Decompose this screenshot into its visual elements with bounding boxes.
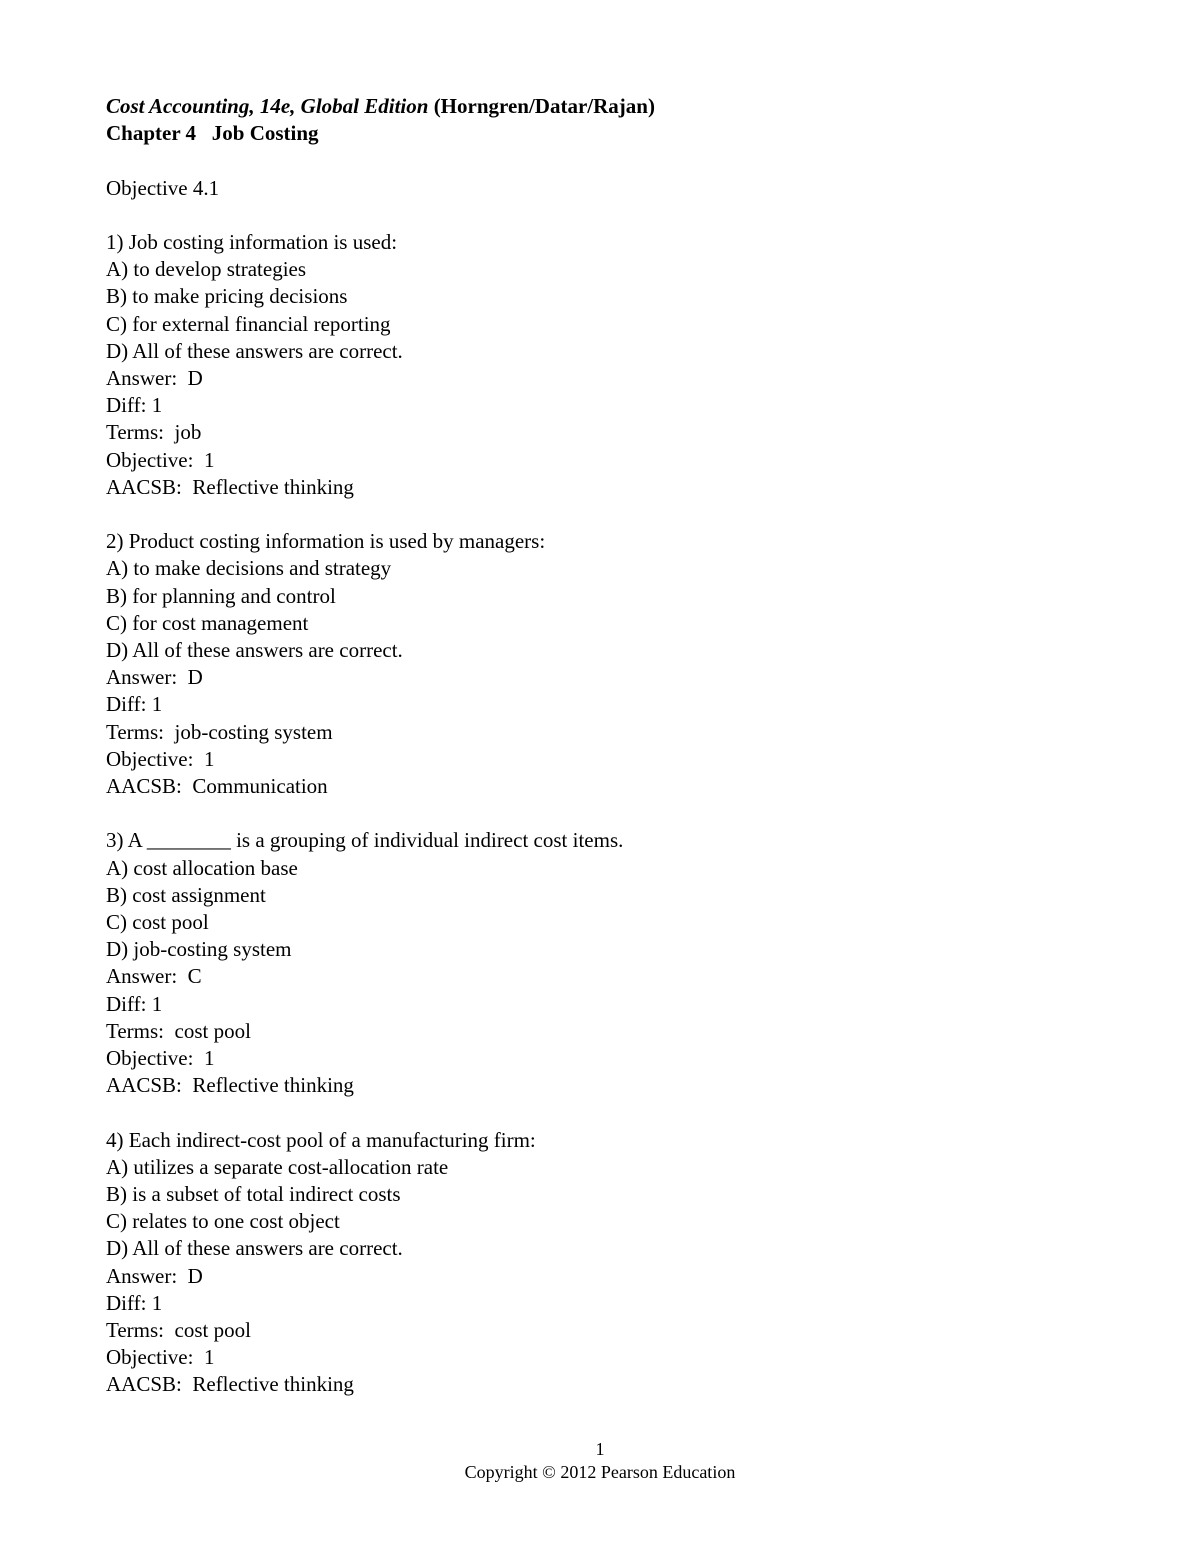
aacsb: AACSB: Reflective thinking <box>106 1073 354 1098</box>
answer: Answer: D <box>106 1263 203 1288</box>
option-d: D) All of these answers are correct. <box>106 638 403 663</box>
question-4 <box>106 1127 1106 1399</box>
terms: Terms: job <box>106 420 202 445</box>
aacsb: AACSB: Communication <box>106 774 328 799</box>
question-stem: 4) Each indirect-cost pool of a manufacturing firm: <box>106 1127 536 1152</box>
book-authors: (Horngren/Datar/Rajan) <box>428 94 655 118</box>
question-1 <box>106 229 1106 501</box>
option-b: B) to make pricing decisions <box>106 284 348 309</box>
answer: Answer: C <box>106 964 202 989</box>
objective: Objective: 1 <box>106 447 215 472</box>
spacer <box>106 800 1106 827</box>
difficulty: Diff: 1 <box>106 1290 163 1315</box>
option-a: A) cost allocation base <box>106 855 298 880</box>
option-a: A) to make decisions and strategy <box>106 556 392 581</box>
question-3 <box>106 827 1106 1099</box>
chapter-title: Chapter 4 Job Costing <box>106 121 319 146</box>
option-b: B) cost assignment <box>106 882 266 907</box>
spacer <box>106 501 1106 528</box>
terms: Terms: cost pool <box>106 1318 251 1343</box>
question-stem: 1) Job costing information is used: <box>106 229 398 254</box>
answer: Answer: D <box>106 366 203 390</box>
objective-heading: Objective 4.1 <box>106 175 220 200</box>
option-d: D) All of these answers are correct. <box>106 338 403 363</box>
spacer <box>106 1099 1106 1126</box>
question-2 <box>106 528 1106 800</box>
option-c: C) relates to one cost object <box>106 1209 340 1234</box>
option-d: D) job-costing system <box>106 937 292 962</box>
option-b: B) is a subset of total indirect costs <box>106 1182 401 1207</box>
terms: Terms: job-costing system <box>106 719 333 744</box>
option-a: A) utilizes a separate cost-allocation rate <box>106 1154 449 1179</box>
question-stem: 3) A ________ is a grouping of individual indirect cost items. <box>106 828 624 853</box>
objective: Objective: 1 <box>106 1046 215 1071</box>
option-b: B) for planning and control <box>106 583 336 608</box>
terms: Terms: cost pool <box>106 1018 251 1043</box>
aacsb: AACSB: Reflective thinking <box>106 474 354 499</box>
answer: Answer: D <box>106 665 203 690</box>
spacer <box>106 202 1106 229</box>
spacer <box>106 147 1106 174</box>
aacsb: AACSB: Reflective thinking <box>106 1372 354 1397</box>
option-d: D) All of these answers are correct. <box>106 1236 403 1261</box>
objective: Objective: 1 <box>106 1345 215 1370</box>
option-c: C) for external financial reporting <box>106 311 391 336</box>
page-number: 1 <box>595 1439 605 1459</box>
option-a: A) to develop strategies <box>106 257 307 282</box>
difficulty: Diff: 1 <box>106 692 163 717</box>
option-c: C) for cost management <box>106 610 309 635</box>
difficulty: Diff: 1 <box>106 991 163 1016</box>
document-title <box>106 93 1106 120</box>
document-page <box>106 93 1106 1399</box>
objective: Objective: 1 <box>106 746 215 771</box>
difficulty: Diff: 1 <box>106 393 163 418</box>
option-c: C) cost pool <box>106 910 209 935</box>
book-title: Cost Accounting, 14e, Global Edition <box>106 94 429 118</box>
copyright-notice: Copyright © 2012 Pearson Education <box>464 1462 736 1482</box>
question-stem: 2) Product costing information is used by managers: <box>106 529 546 554</box>
